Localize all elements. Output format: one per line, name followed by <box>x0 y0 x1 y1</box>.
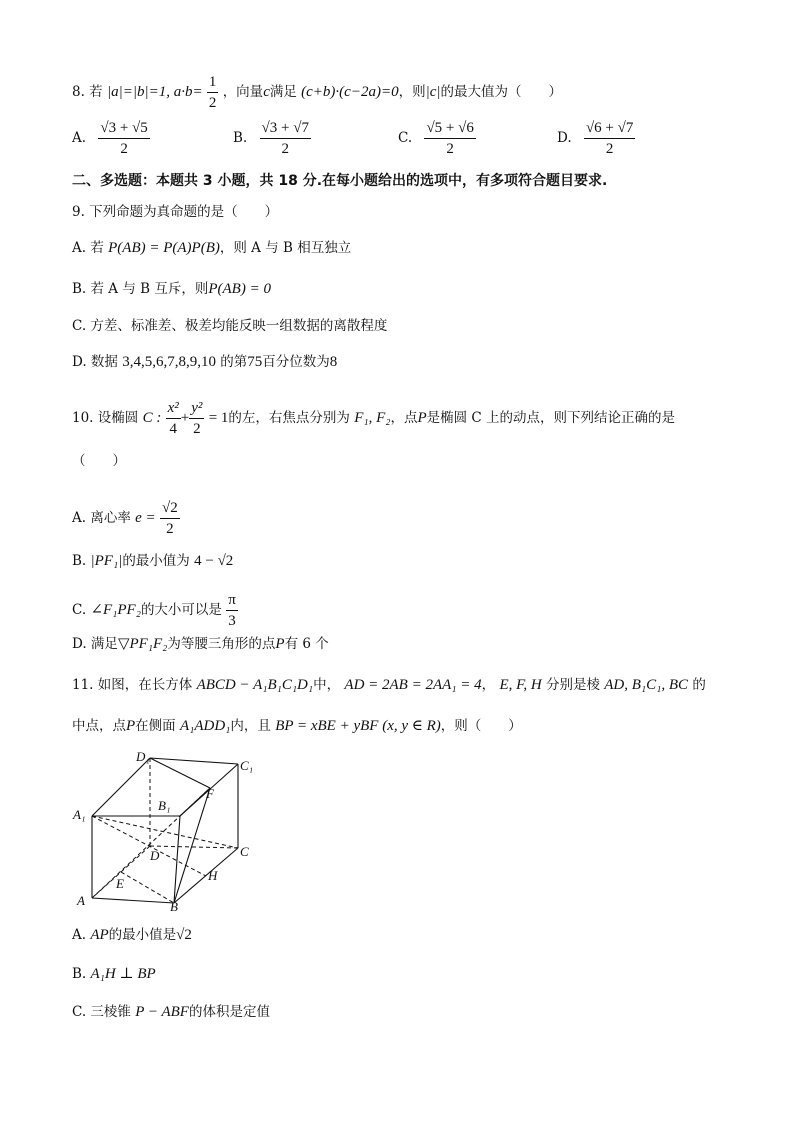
q8-text-1: ，向量 <box>222 84 264 100</box>
q11-c-math: P − ABF <box>135 1004 189 1020</box>
edge-d1a1 <box>92 758 150 816</box>
q10-a-e: e = <box>135 510 156 526</box>
q11-l2-pre: 中点，点 <box>72 718 126 734</box>
q10-d-post: 为等腰三角形的点 <box>167 636 276 652</box>
q11-lengths: AD = 2AB = 2AA₁ = 4 <box>344 677 482 693</box>
q11-solid: ABCD − A₁B₁C₁D₁ <box>196 677 314 693</box>
label-B1: B₁ <box>158 798 171 813</box>
q10-option-c <box>72 590 238 631</box>
q10-c-math: ∠F₁PF₂ <box>90 602 141 618</box>
q8-frac-num: 1 <box>207 72 219 93</box>
q10-option-b <box>72 551 233 571</box>
q10-mid2: ，点 <box>390 410 418 426</box>
q8-fraction-half <box>207 72 219 113</box>
q9-d-ans: 8 <box>329 354 338 370</box>
q9-stem: 9. 下列命题为真命题的是（ ） <box>72 204 279 220</box>
label-D1: D₁ <box>136 749 150 764</box>
edge-d1c1 <box>150 758 238 764</box>
q9-b-pre: 若 A 与 B 互斥，则 <box>90 281 209 297</box>
q8-option-d-frac <box>584 118 635 159</box>
q8-option-d-label: D. <box>557 130 572 146</box>
q11-mid: 中， <box>313 677 341 693</box>
q9-d-mid: 的第 <box>220 354 248 370</box>
q11-l2-end: ，则（ ） <box>440 718 522 734</box>
q8-abs-c: |c| <box>425 84 441 100</box>
q8-dot-condition: (c+b)·(c−2a)=0 <box>301 84 399 100</box>
q10-mid: 的左，右焦点分别为 <box>228 410 350 426</box>
q8-option-c-num: √5 + √6 <box>424 118 475 139</box>
edge-ab <box>92 898 174 903</box>
q10-p: P <box>417 410 427 426</box>
hidden-eb <box>121 872 174 903</box>
q10-c-den: 3 <box>228 613 236 629</box>
q10-b-math: |PF₁| <box>90 553 123 569</box>
q10-end: 是椭圆 C 上的动点，则下列结论正确的是 <box>426 410 676 426</box>
q10-c-label: C. <box>72 602 87 618</box>
q11-option-a <box>72 925 192 945</box>
q10-d-end: 有 6 个 <box>284 636 329 652</box>
q9-option-a <box>72 238 351 258</box>
q8-option-c-frac <box>424 118 475 159</box>
q11-a-label: A. <box>72 927 87 943</box>
q8-option-c <box>398 118 476 159</box>
q8-option-a <box>72 118 150 159</box>
q11-c-label: C. 三棱锥 <box>72 1004 131 1020</box>
q8-frac-den: 2 <box>208 95 217 111</box>
q10-foci: F₁, F₂ <box>354 410 391 426</box>
q11-b-math: A₁H ⊥ BP <box>90 966 156 982</box>
q10-b-label: B. <box>72 553 87 569</box>
q8-option-a-den: 2 <box>120 141 128 157</box>
q8-vector-condition: |a|=|b|=1, a·b= <box>106 84 203 100</box>
q10-a-frac <box>160 498 180 539</box>
q10-a-num: √2 <box>160 498 180 519</box>
q10-d-math: ▽PF₁F₂ <box>117 636 168 652</box>
q9-option-b <box>72 279 271 299</box>
q8-option-b-frac <box>260 118 311 159</box>
q8-option-c-den: 2 <box>446 141 454 157</box>
q10-option-d <box>72 634 329 654</box>
q9-d-math: 3,4,5,6,7,8,9,10 <box>122 354 216 370</box>
q9-a-math: P(AB) = P(A)P(B) <box>108 240 220 256</box>
q9-a-pre: 若 <box>90 240 104 256</box>
q10-a-label: A. 离心率 <box>72 510 131 526</box>
q8-option-a-frac <box>98 118 149 159</box>
q9-d-pre: D. 数据 <box>72 354 118 370</box>
q11-a-val: √2 <box>176 927 192 943</box>
q8-text-2: 满足 <box>269 84 297 100</box>
q11-option-c <box>72 1002 270 1022</box>
q10-c-frac <box>226 590 238 631</box>
q8-option-a-num: √3 + √5 <box>98 118 149 139</box>
q10-frac-y <box>189 398 204 439</box>
label-F: F <box>206 786 214 801</box>
hidden-dc <box>150 846 238 848</box>
q9-d-post: 百分位数为 <box>262 354 330 370</box>
q10-b-mid: 的最小值为 <box>122 553 190 569</box>
q10-y2: y² <box>189 398 204 419</box>
q11-a-math: AP <box>90 927 109 943</box>
q11-mid3: 分别是棱 <box>545 677 600 693</box>
q10-c-num: π <box>226 590 238 611</box>
q8-number: 8. 若 <box>72 84 103 100</box>
label-C: C <box>240 844 249 859</box>
q8-option-b <box>233 118 311 159</box>
q8-option-b-num: √3 + √7 <box>260 118 311 139</box>
q11-end: 的 <box>692 677 706 693</box>
q9-a-label: A. <box>72 240 87 256</box>
hidden-a1h <box>92 816 206 876</box>
q8-option-a-label: A. <box>72 130 87 146</box>
q8-option-d-den: 2 <box>605 141 614 157</box>
q11-edges: AD, B₁C₁, BC <box>604 677 689 693</box>
q11-a-mid: 的最小值是 <box>108 927 177 943</box>
q10-a-den: 2 <box>166 521 174 537</box>
q8-text-4: 的最大值为（ ） <box>440 84 562 100</box>
label-A1: A₁ <box>73 807 86 822</box>
label-E: E <box>116 876 124 891</box>
q9-b-label: B. <box>72 281 87 297</box>
q8-option-b-den: 2 <box>281 141 289 157</box>
q8-c-var: c <box>263 84 270 100</box>
q10-ellipse-name: C : <box>142 410 162 426</box>
q8-option-d-num: √6 + √7 <box>584 118 635 139</box>
q11-b-label: B. <box>72 966 87 982</box>
q10-four: 4 <box>169 421 177 437</box>
q10-c-mid: 的大小可以是 <box>140 602 222 618</box>
label-B: B <box>170 899 178 913</box>
q10-d-pre: D. 满足 <box>72 636 118 652</box>
q8-option-b-label: B. <box>233 130 248 146</box>
label-H: H <box>208 868 218 883</box>
hidden-a1c <box>92 816 238 848</box>
q9-d-num: 75 <box>247 354 263 370</box>
q11-vector-eq: BP = xBE + yBF (x, y ∈ R) <box>275 718 441 734</box>
q11-stem-line1 <box>72 675 706 695</box>
q10-two: 2 <box>193 421 201 437</box>
label-D: D <box>150 848 160 863</box>
q10-pre: 10. 设椭圆 <box>72 410 139 426</box>
q8-stem <box>72 72 562 113</box>
q11-pre: 11. 如图，在长方体 <box>72 677 193 693</box>
q9-a-post: ，则 A 与 B 相互独立 <box>219 240 352 256</box>
q10-d-p: P <box>275 636 285 652</box>
q10-eq1: = 1 <box>208 410 229 426</box>
q9-b-math: P(AB) = 0 <box>208 281 271 297</box>
q9-option-c: C. 方差、标准差、极差均能反映一组数据的离散程度 <box>72 318 388 334</box>
q11-points: E, F, H <box>499 677 542 693</box>
cuboid-figure <box>70 748 270 913</box>
q11-mid2: ， <box>481 677 496 693</box>
q10-frac-x <box>166 398 181 439</box>
q11-l2-mid: 在侧面 <box>135 718 176 734</box>
q8-text-3: ，则 <box>398 84 426 100</box>
q10-x2: x² <box>166 398 181 419</box>
label-C1: C₁ <box>240 758 254 773</box>
label-A: A <box>77 893 85 908</box>
q11-stem-line2 <box>72 716 522 736</box>
q10-plus: + <box>180 410 190 426</box>
q10-b-val: 4 − √2 <box>194 553 234 569</box>
q10-option-a <box>72 498 180 539</box>
edge-d1f <box>150 758 210 788</box>
q10-stem <box>72 398 675 439</box>
section-heading: 二、多选题：本题共 3 小题，共 18 分.在每小题给出的选项中，有多项符合题目要求. <box>72 173 608 189</box>
q9-option-d <box>72 352 337 372</box>
q8-option-d <box>557 118 635 159</box>
q11-l2-mid2: 内，且 <box>230 718 271 734</box>
q11-face: A₁ADD₁ <box>179 718 231 734</box>
q11-option-b <box>72 964 156 984</box>
q11-c-post: 的体积是定值 <box>188 1004 270 1020</box>
q8-option-c-label: C. <box>398 130 413 146</box>
q10-paren: （ ） <box>72 453 126 469</box>
q11-p: P <box>126 718 136 734</box>
